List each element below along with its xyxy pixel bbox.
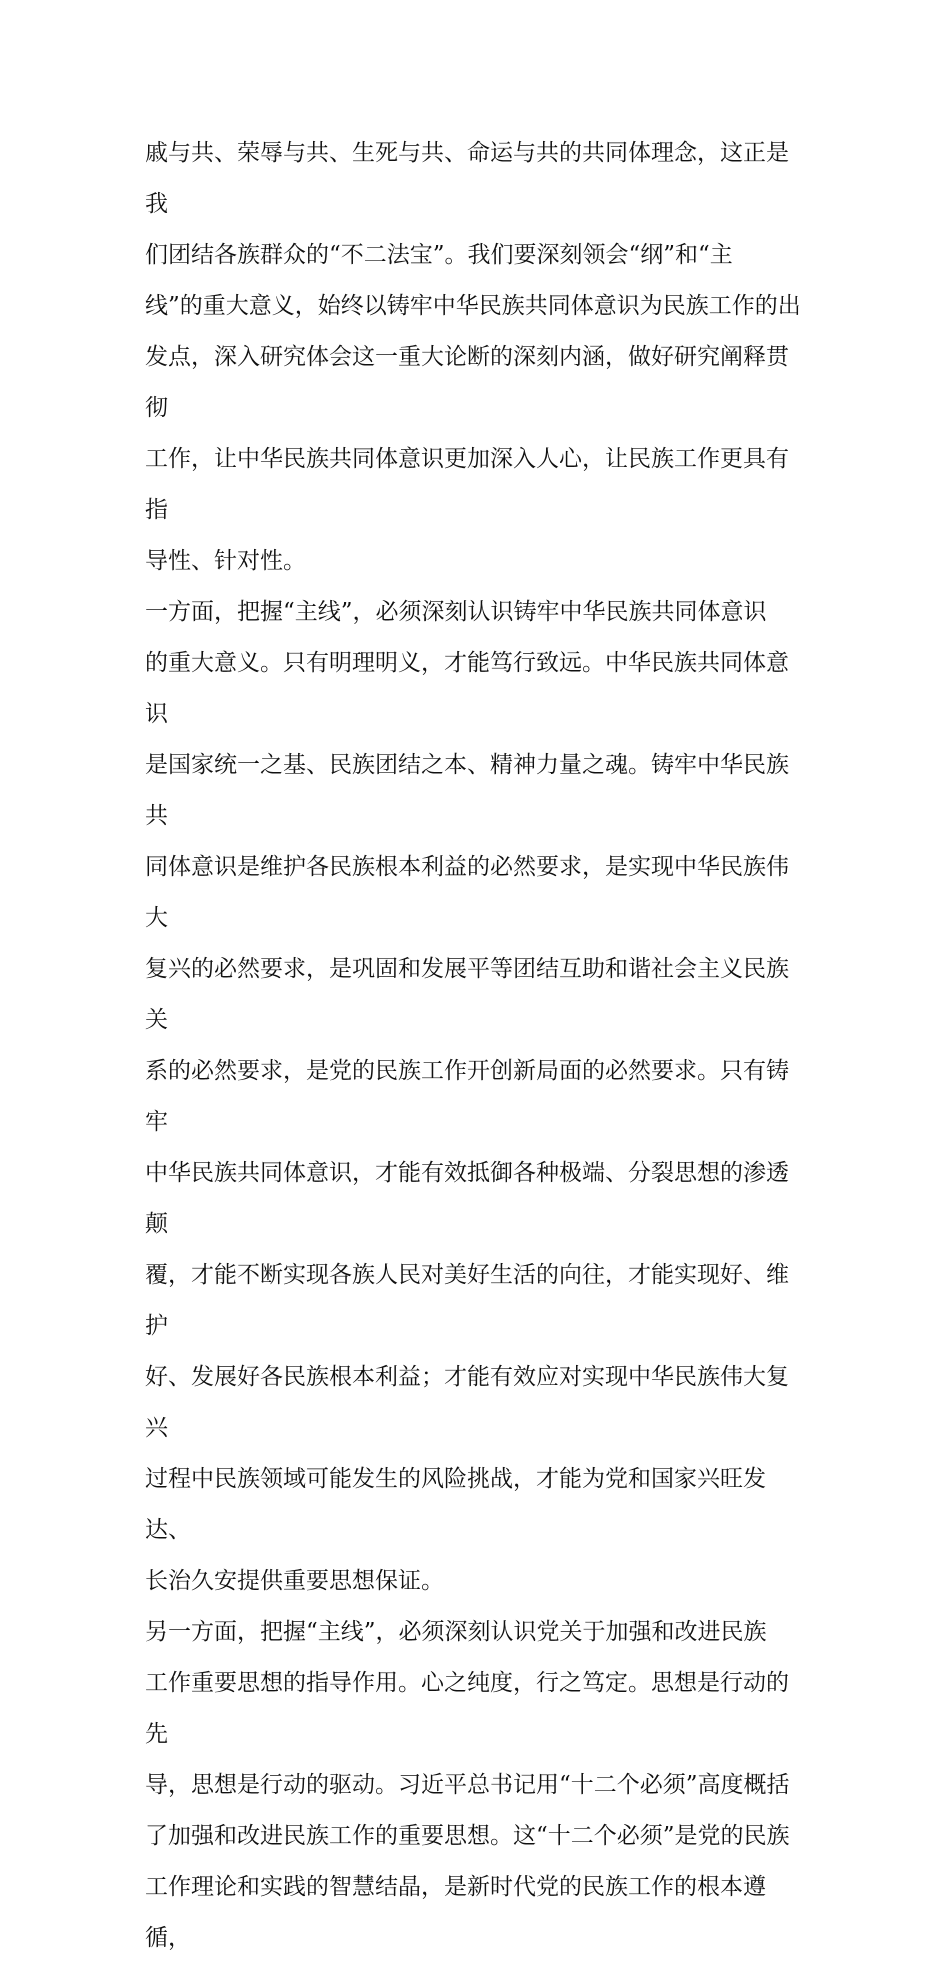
paragraph-continuation: 戚与共、荣辱与共、生死与共、命运与共的共同体理念，这正是我 们团结各族群众的“不二法宝”。我们要深刻领会“纲”和“主 线”的重大意义，始终以铸牢中华民族共同体意识为民族工作的出 发点，深入研究体会这一重大论断的深刻内涵，做好研究阐释贯彻 工作，让中华民族共同体意识更加深入人心，让民族工作更具有指 导性、针对性。 — [145, 140, 801, 574]
document-body — [145, 128, 810, 1964]
paragraph-one-aspect: 一方面，把握“主线”，必须深刻认识铸牢中华民族共同体意识 的重大意义。只有明理明义，才能笃行致远。中华民族共同体意识 是国家统一之基、民族团结之本、精神力量之魂。铸牢中华民族共 同体意识是维护各民族根本利益的必然要求，是实现中华民族伟大 复兴的必然要求，是巩固和发展平等团结互助和谐社会主义民族关 系的必然要求，是党的民族工作开创新局面的必然要求。只有铸牢 中华民族共同体意识，才能有效抵御各种极端、分裂思想的渗透颠 覆，才能不断实现各族人民对美好生活的向往，才能实现好、维护 好、发展好各民族根本利益；才能有效应对实现中华民族伟大复兴 过程中民族领域可能发生的风险挑战，才能为党和国家兴旺发达、 长治久安提供重要思想保证。 — [145, 599, 789, 1594]
paragraph-other-aspect: 另一方面，把握“主线”，必须深刻认识党关于加强和改进民族 工作重要思想的指导作用。心之纯度，行之笃定。思想是行动的先 导，思想是行动的驱动。习近平总书记用“十二个必须”高度概括 了加强和改进民族工作的重要思想。这“十二个必须”是党的民族 工作理论和实践的智慧结晶，是新时代党的民族工作的根本遵循， — [145, 1619, 790, 1951]
